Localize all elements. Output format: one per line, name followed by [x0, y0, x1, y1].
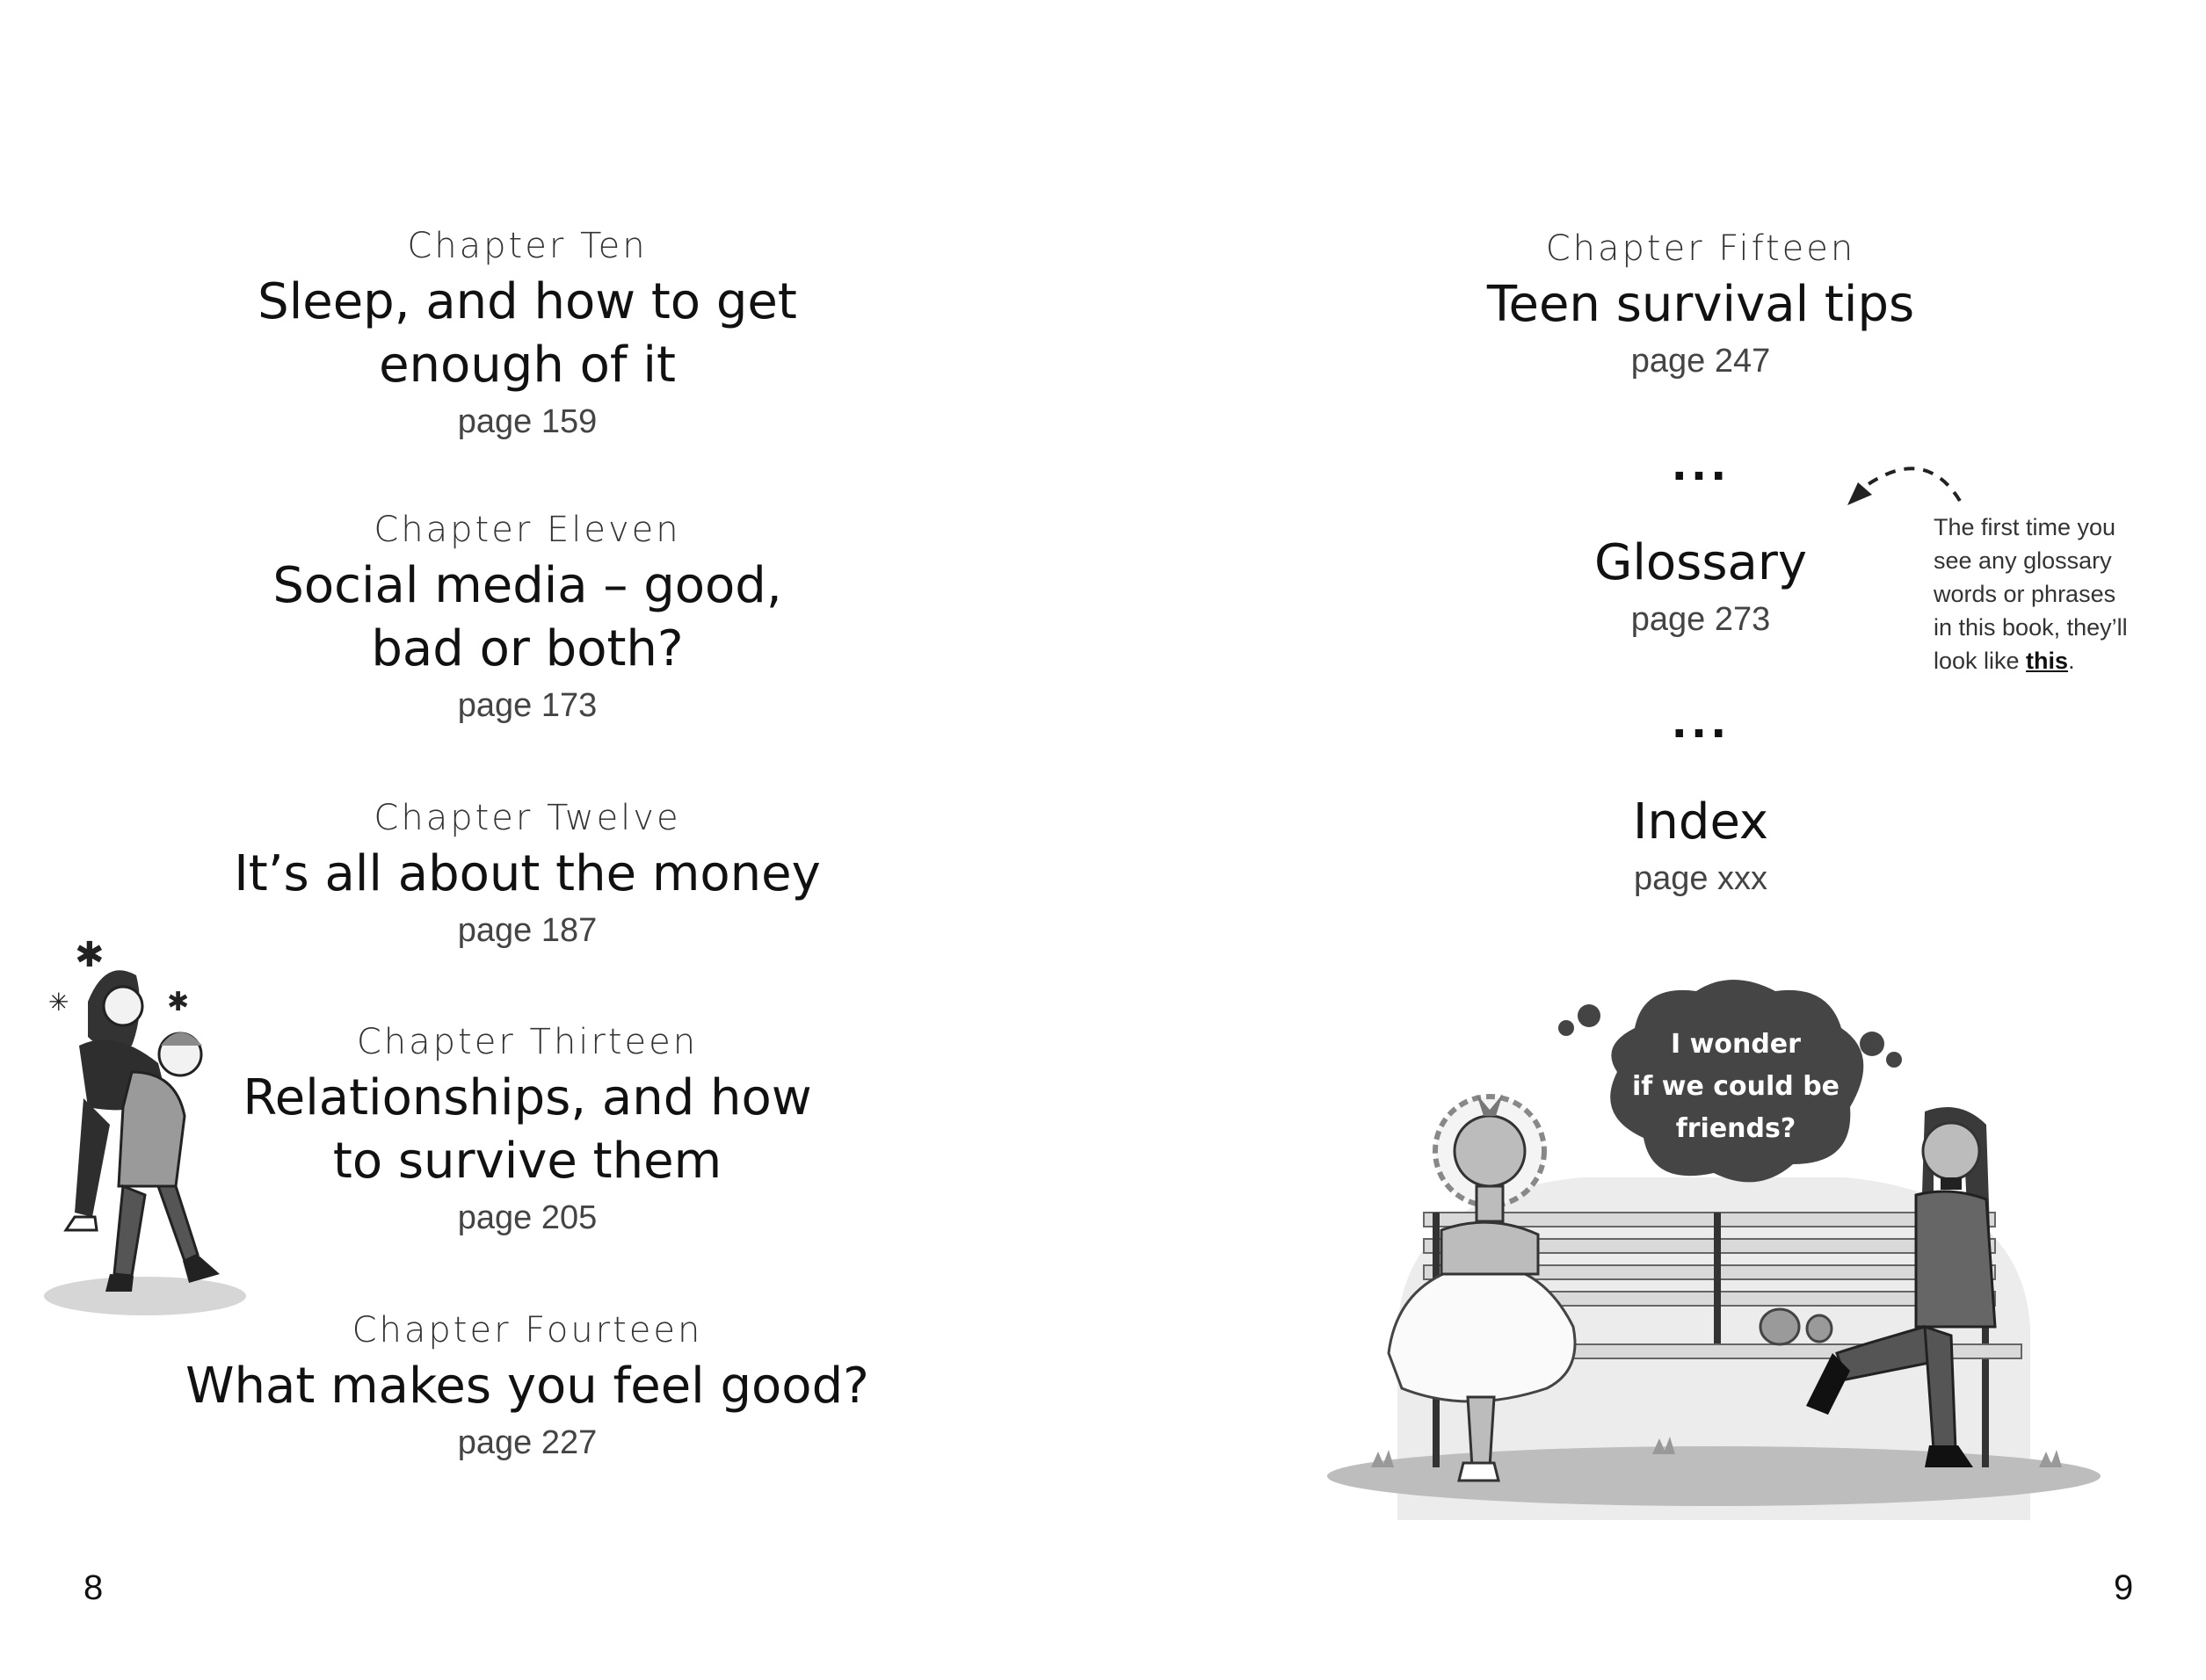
page-number-right: 9	[2114, 1568, 2134, 1607]
glossary-page-ref: page 273	[1630, 601, 1771, 638]
toc-entry-chapter-ten	[176, 221, 879, 446]
chapter-page-ref: page 187	[457, 912, 598, 949]
toc-entry-chapter-eleven	[176, 505, 879, 730]
chapter-title: Sleep, and how to get enough of it	[258, 273, 797, 394]
chapter-page-ref: page 227	[457, 1424, 598, 1461]
chapter-label: Chapter Eleven	[374, 510, 681, 550]
chapter-label: Chapter Thirteen	[356, 1022, 699, 1062]
index-page-ref: page xxx	[1633, 860, 1768, 897]
glossary-title: Glossary	[1593, 534, 1808, 591]
svg-text:✱: ✱	[167, 987, 190, 1017]
chapter-label: Chapter Fourteen	[352, 1310, 703, 1351]
glossary-example-word: this	[2026, 648, 2069, 674]
thought-bubble	[1547, 975, 1916, 1204]
piggyback-illustration	[35, 923, 264, 1318]
chapter-title: Teen survival tips	[1486, 276, 1915, 333]
toc-entry-chapter-thirteen	[176, 1017, 879, 1242]
separator-dots: ...	[1671, 441, 1731, 490]
thought-line-2: if we could be	[1631, 1071, 1840, 1102]
chapter-page-ref: page 205	[457, 1199, 598, 1236]
toc-entry-chapter-fifteen	[1349, 224, 2052, 386]
toc-entry-index	[1525, 791, 1876, 903]
chapter-page-ref: page 247	[1630, 343, 1771, 380]
chapter-label: Chapter Ten	[407, 226, 648, 266]
toc-entry-chapter-fourteen	[176, 1306, 879, 1467]
thought-line-1: I wonder	[1671, 1029, 1801, 1060]
toc-entry-chapter-twelve	[176, 793, 879, 955]
svg-text:✳: ✳	[48, 988, 69, 1017]
chapter-title: What makes you feel good?	[185, 1358, 869, 1415]
page-number-left: 8	[83, 1568, 104, 1607]
curved-arrow-icon	[1828, 453, 1977, 514]
chapter-page-ref: page 173	[457, 687, 598, 724]
svg-text:✱: ✱	[75, 935, 105, 975]
thought-line-3: friends?	[1675, 1113, 1796, 1144]
chapter-title: Social media – good, bad or both?	[272, 557, 782, 677]
chapter-label: Chapter Twelve	[374, 798, 681, 838]
chapter-title: It’s all about the money	[234, 845, 821, 902]
chapter-page-ref: page 159	[457, 403, 598, 440]
separator-dots: ...	[1671, 699, 1731, 748]
glossary-note: The first time you see any glossary words or phrases in this book, they’ll look like this.	[1934, 514, 2128, 674]
chapter-label: Chapter Fifteen	[1545, 228, 1856, 269]
index-title: Index	[1632, 793, 1769, 851]
toc-entry-glossary	[1525, 532, 1876, 644]
chapter-title: Relationships, and how to survive them	[243, 1069, 812, 1190]
